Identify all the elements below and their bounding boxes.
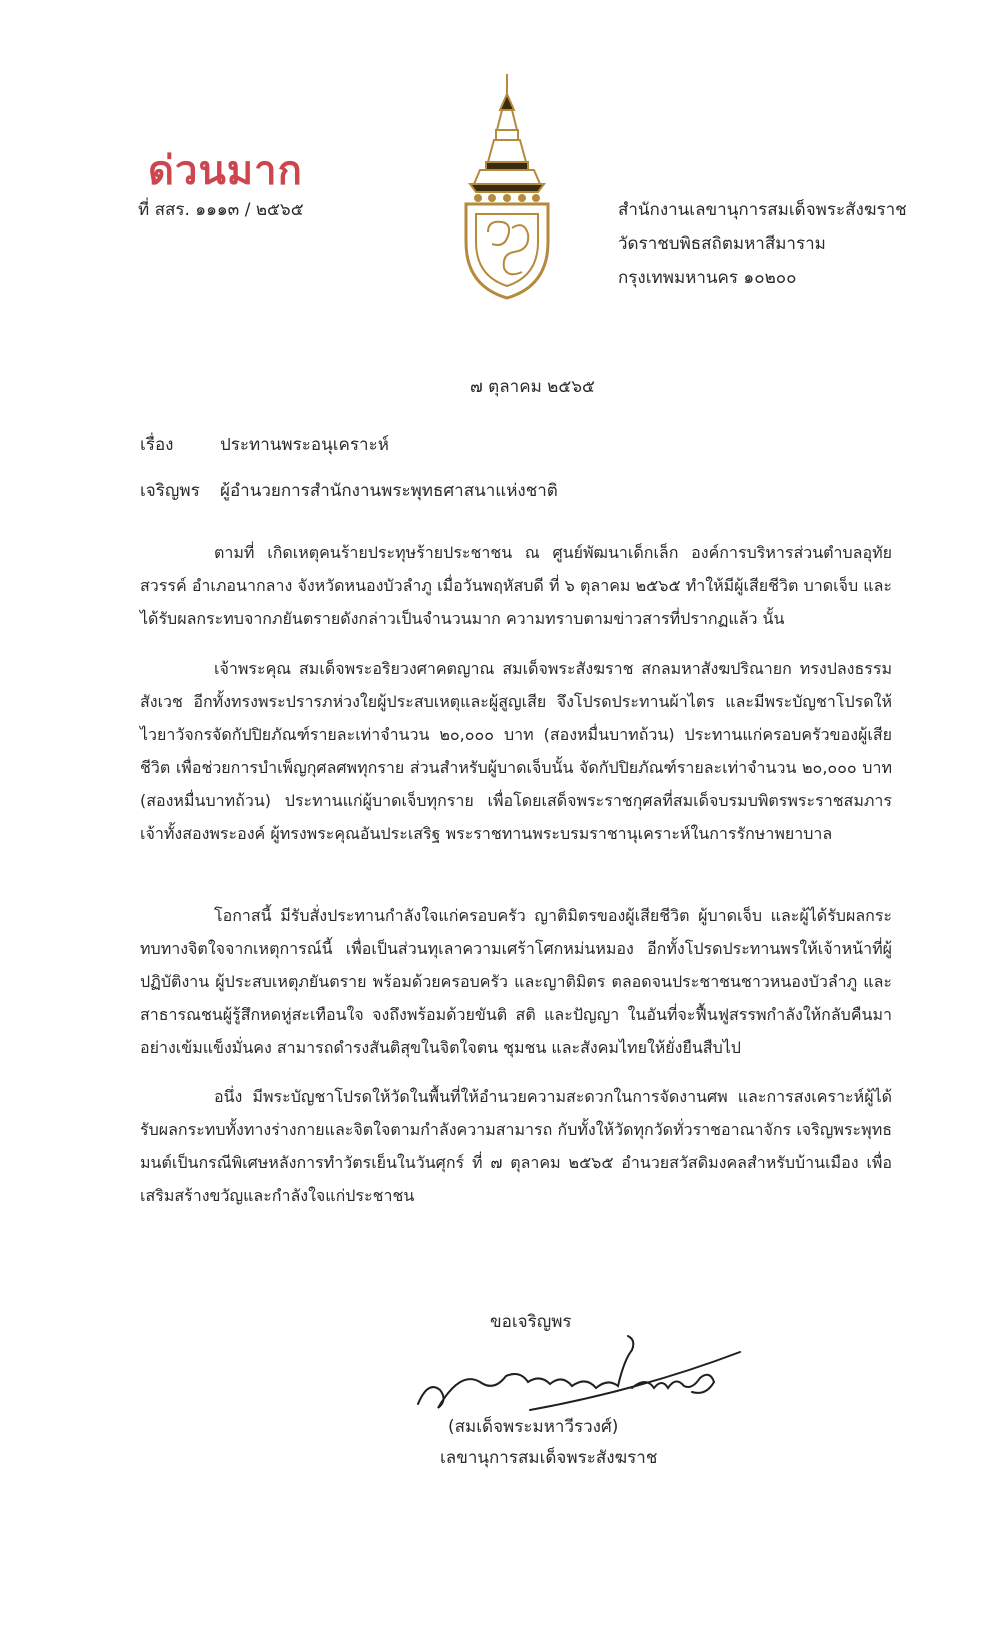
subject-label: เรื่อง	[140, 435, 174, 455]
letter-date: ๗ ตุลาคม ๒๕๖๕	[470, 377, 595, 397]
closing-salutation: ขอเจริญพร	[490, 1312, 572, 1332]
body-paragraph-1: ตามที่ เกิดเหตุคนร้ายประทุษร้ายประชาชน ณ ศูนย์พัฒนาเด็กเล็ก องค์การบริหารส่วนตำบลอุทัยสวรรค์ อำเภอนากลาง จังหวัดหนองบัวลำภู เมื่อวันพฤหัสบดี ที่ ๖ ตุลาคม ๒๕๖๕ ทำให้มีผู้เสียชีวิต บาดเจ็บ และได้รับผลกระทบจากภยันตรายดังกล่าวเป็นจำนวนมาก ความทราบตามข่าวสารที่ปรากฏแล้ว นั้น	[140, 543, 893, 628]
urgency-stamp: ด่วนมาก	[148, 148, 303, 194]
sender-address-line-2: วัดราชบพิธสถิตมหาสีมาราม	[618, 234, 826, 254]
recipient-label: เจริญพร	[140, 481, 200, 501]
sender-address-line-3: กรุงเทพมหานคร ๑๐๒๐๐	[618, 268, 797, 288]
signer-name: (สมเด็จพระมหาวีรวงศ์)	[448, 1417, 619, 1437]
sender-address-line-1: สำนักงานเลขานุการสมเด็จพระสังฆราช	[618, 200, 907, 220]
handwritten-signature	[410, 1330, 750, 1420]
body-paragraph-2: เจ้าพระคุณ สมเด็จพระอริยวงศาคตญาณ สมเด็จพระสังฆราช สกลมหาสังฆปริณายก ทรงปลงธรรมสังเวช อีกทั้งทรงพระปรารภห่วงใยผู้ประสบเหตุและผู้สูญเสีย จึงโปรดประทานผ้าไตร และมีพระบัญชาโปรดให้ไวยาวัจกรจัดกัปปิยภัณฑ์รายละเท่าจำนวน ๒๐,๐๐๐ บาท (สองหมื่นบาทถ้วน) ประทานแก่ครอบครัวของผู้เสียชีวิต เพื่อช่วยการบำเพ็ญกุศลศพทุกราย ส่วนสำหรับผู้บาดเจ็บนั้น จัดกัปปิยภัณฑ์รายละเท่าจำนวน ๒๐,๐๐๐ บาท (สองหมื่นบาทถ้วน) ประทานแก่ผู้บาดเจ็บทุกราย เพื่อโดยเสด็จพระราชกุศลที่สมเด็จบรมบพิตรพระราชสมภารเจ้าทั้งสองพระองค์ ผู้ทรงพระคุณอันประเสริฐ พระราชทานพระบรมราชานุเคราะห์ในการรักษาพยาบาล	[140, 659, 892, 843]
signer-title: เลขานุการสมเด็จพระสังฆราช	[440, 1448, 658, 1468]
body-paragraph-4: อนึ่ง มีพระบัญชาโปรดให้วัดในพื้นที่ให้อำนวยความสะดวกในการจัดงานศพ และการสงเคราะห์ผู้ได้รับผลกระทบทั้งทางร่างกายและจิตใจตามกำลังความสามารถ กับทั้งให้วัดทุกวัดทั่วราชอาณาจักร เจริญพระพุทธมนต์เป็นกรณีพิเศษหลังการทำวัตรเย็นในวันศุกร์ ที่ ๗ ตุลาคม ๒๕๖๕ อำนวยสวัสดิมงคลสำหรับบ้านเมือง เพื่อเสริมสร้างขวัญและกำลังใจแก่ประชาชน	[140, 1087, 892, 1205]
reference-number: ที่ สสร. ๑๑๑๓ / ๒๕๖๕	[138, 200, 304, 220]
body-paragraph-3: โอกาสนี้ มีรับสั่งประทานกำลังใจแก่ครอบครัว ญาติมิตรของผู้เสียชีวิต ผู้บาดเจ็บ และผู้ได้รับผลกระทบทางจิตใจจากเหตุการณ์นี้ เพื่อเป็นส่วนทุเลาความเศร้าโศกหม่นหมอง อีกทั้งโปรดประทานพรให้เจ้าหน้าที่ผู้ปฏิบัติงาน ผู้ประสบเหตุภยันตราย พร้อมด้วยครอบครัว และญาติมิตร ตลอดจนประชาชนชาวหนองบัวลำภู และสาธารณชนผู้รู้สึกหดหู่สะเทือนใจ จงถึงพร้อมด้วยขันติ สติ และปัญญา ในอันที่จะฟื้นฟูสรรพกำลังให้กลับคืนมาอย่างเข้มแข็งมั่นคง สามารถดำรงสันติสุขในจิตใจตน ชุมชน และสังคมไทยให้ยั่งยืนสืบไป	[140, 906, 892, 1057]
recipient: ผู้อำนวยการสำนักงานพระพุทธศาสนาแห่งชาติ	[220, 481, 558, 501]
subject: ประทานพระอนุเคราะห์	[220, 435, 389, 455]
supreme-patriarch-emblem-icon	[452, 72, 562, 302]
